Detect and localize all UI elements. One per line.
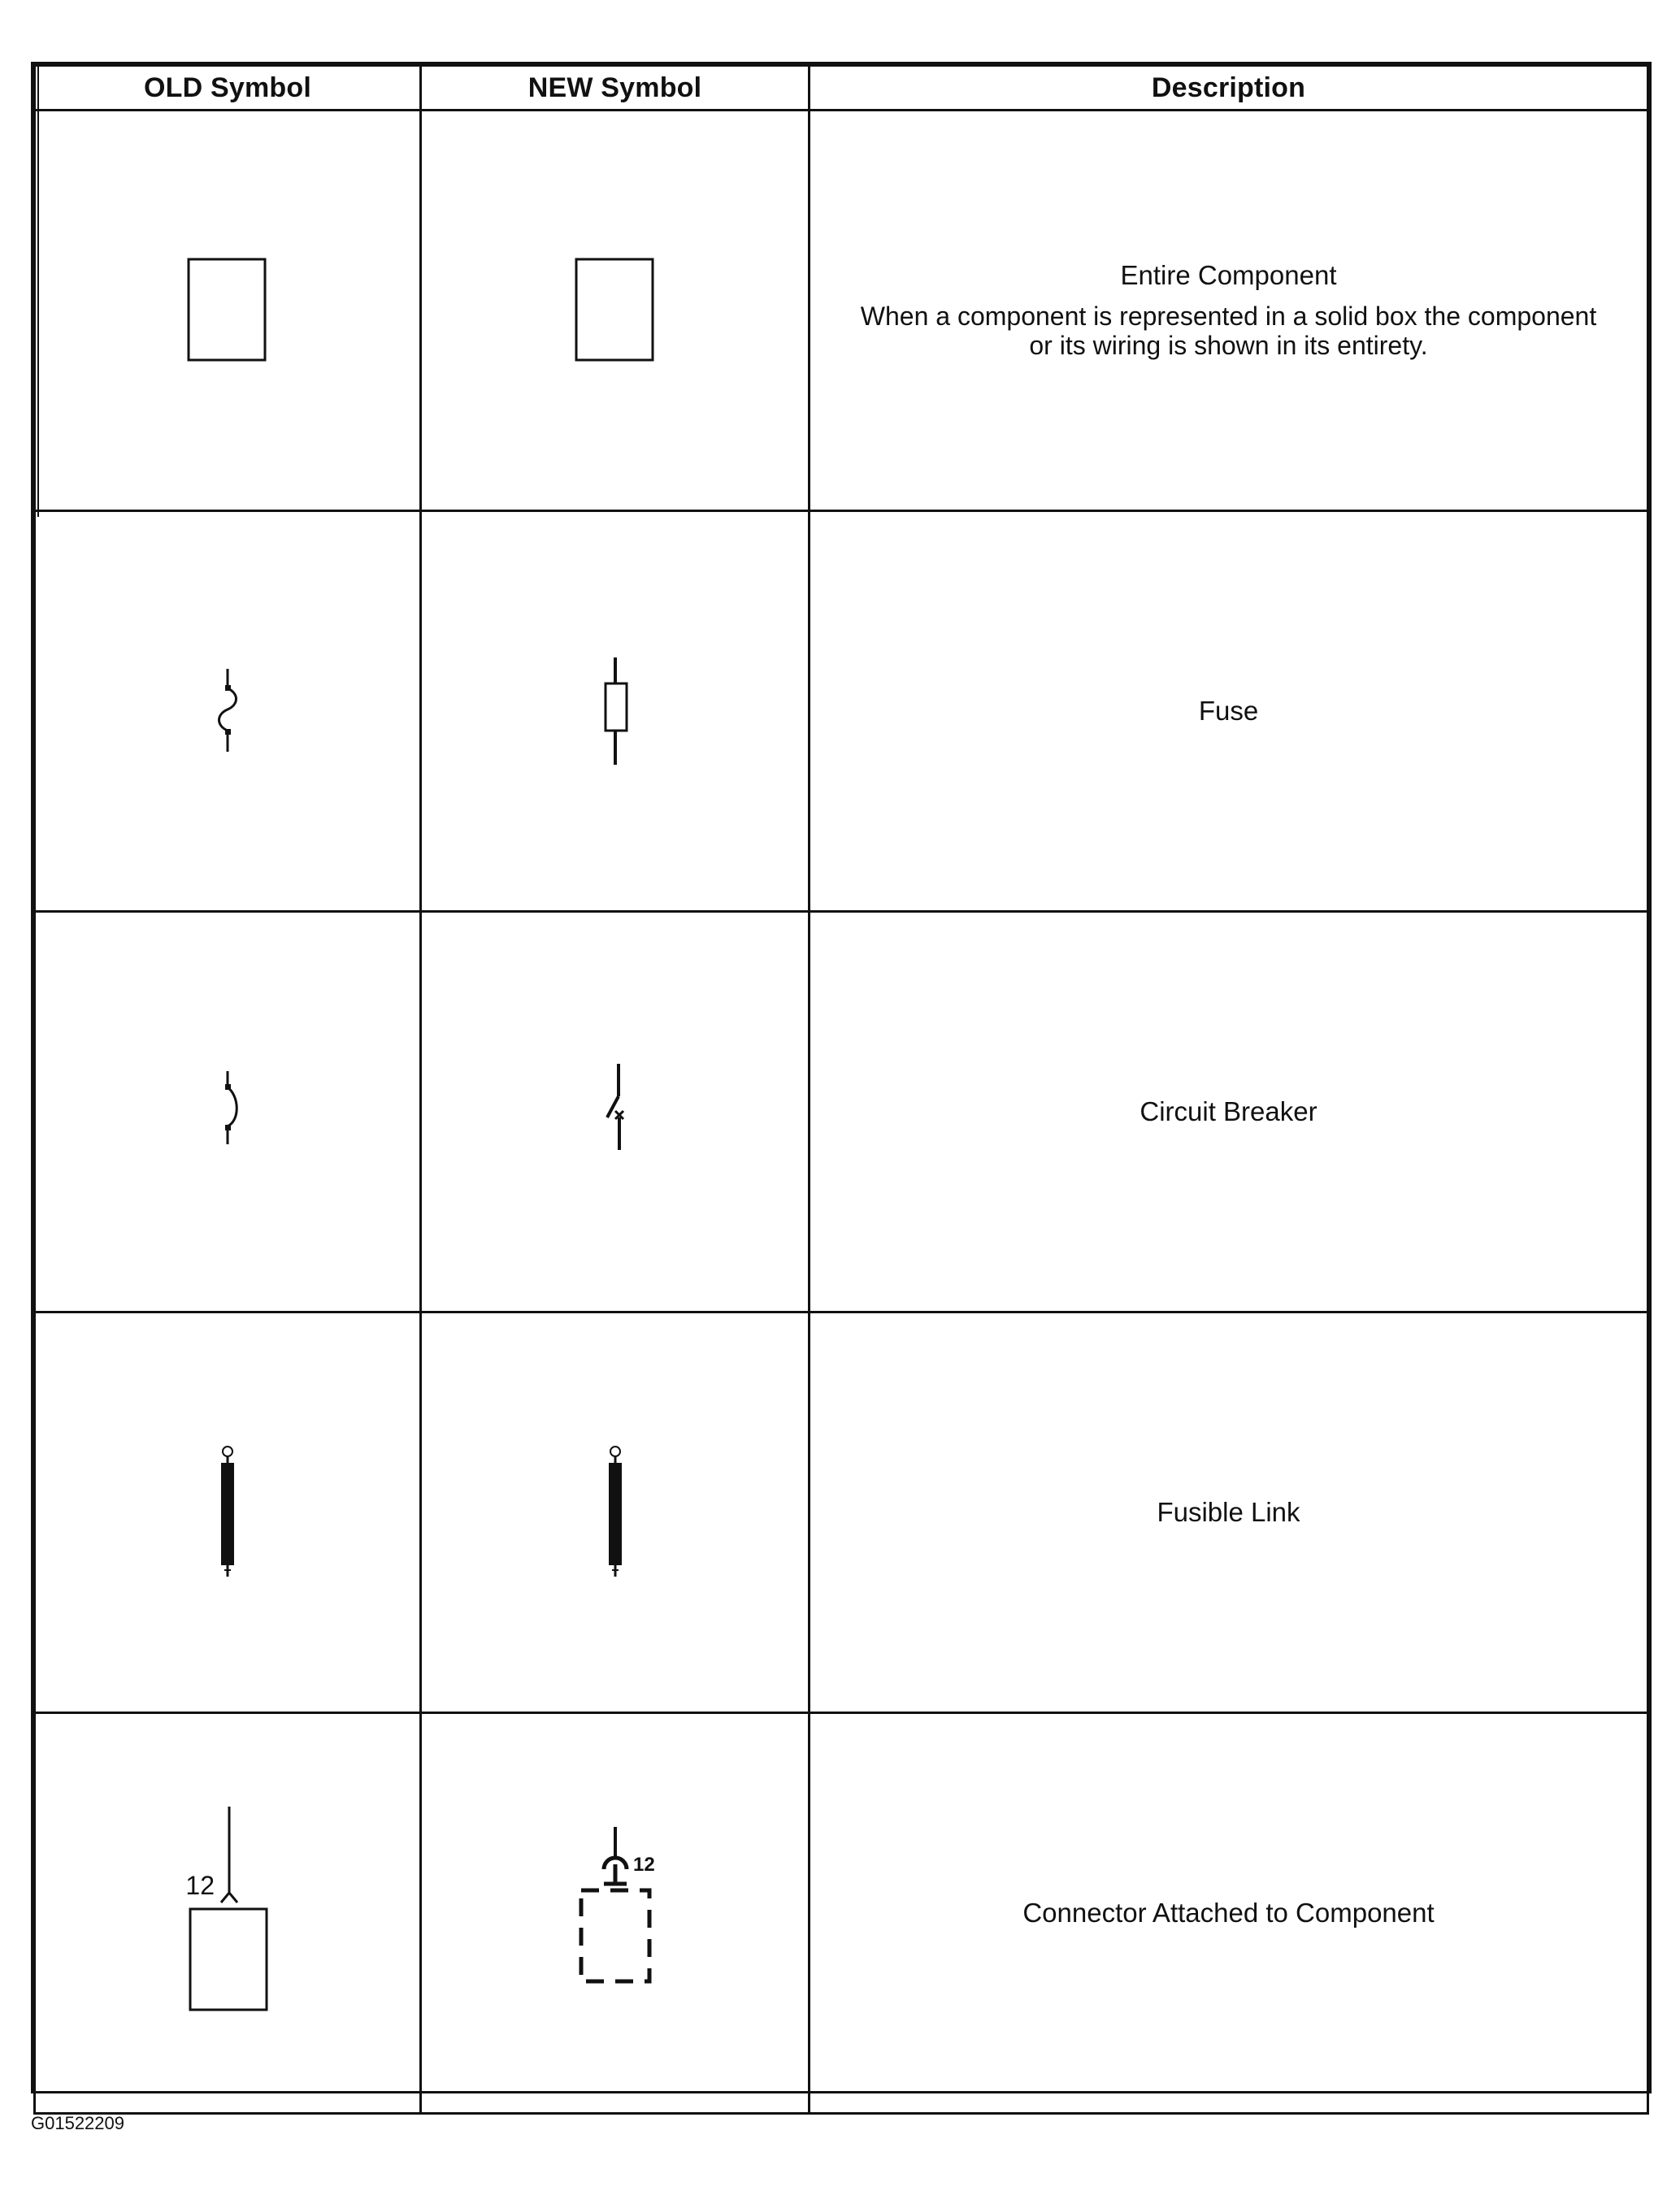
old-symbol-cell — [35, 912, 421, 1312]
table-row — [35, 111, 1648, 511]
new-symbol-cell — [421, 1312, 810, 1713]
description-title: Fusible Link — [1157, 1497, 1300, 1527]
table-row — [35, 1713, 1648, 2114]
new-symbol-cell — [421, 111, 810, 511]
pin-number-label: 12 — [632, 1854, 655, 1876]
new-symbol-cell — [421, 1713, 810, 2114]
symbol-table — [33, 64, 1649, 2115]
description-title: Fuse — [1198, 696, 1259, 726]
solid-box-icon — [179, 249, 276, 371]
description-title: Entire Component — [1120, 260, 1337, 290]
header-row — [35, 66, 1648, 111]
description-cell — [810, 1713, 1648, 2114]
connector-dashed-box-icon — [550, 1824, 680, 2002]
pin-number-label: 12 — [185, 1871, 215, 1900]
header-new-symbol: NEW Symbol — [421, 66, 810, 111]
connector-solid-box-icon — [163, 1803, 293, 2023]
description-cell — [810, 511, 1648, 912]
old-symbol-cell — [35, 1312, 421, 1713]
rectangle-fuse-icon — [591, 654, 640, 768]
header-old-symbol: OLD Symbol — [35, 66, 421, 111]
wavy-fuse-icon — [203, 662, 252, 760]
description-cell — [810, 912, 1648, 1312]
table-row — [35, 912, 1648, 1312]
table-row — [35, 511, 1648, 912]
description-body: When a component is represented in a solid box the component or its wiring is shown in its entirety. — [860, 302, 1597, 360]
table-row — [35, 1312, 1648, 1713]
fusible-link-icon — [203, 1443, 252, 1581]
fusible-link-icon — [591, 1443, 640, 1581]
switch-breaker-icon — [591, 1059, 640, 1165]
old-symbol-cell — [35, 1713, 421, 2114]
old-symbol-cell — [35, 111, 421, 511]
new-symbol-cell — [421, 511, 810, 912]
description-title: Connector Attached to Component — [1022, 1898, 1435, 1928]
old-symbol-cell — [35, 511, 421, 912]
figure-id-label: G01522209 — [31, 2113, 124, 2133]
curved-breaker-icon — [203, 1063, 252, 1161]
header-description: Description — [810, 66, 1648, 111]
description-title: Circuit Breaker — [1140, 1096, 1318, 1126]
new-symbol-cell — [421, 912, 810, 1312]
solid-box-icon — [567, 249, 664, 371]
symbol-table-frame — [31, 62, 1652, 2093]
description-cell — [810, 111, 1648, 511]
description-cell — [810, 1312, 1648, 1713]
